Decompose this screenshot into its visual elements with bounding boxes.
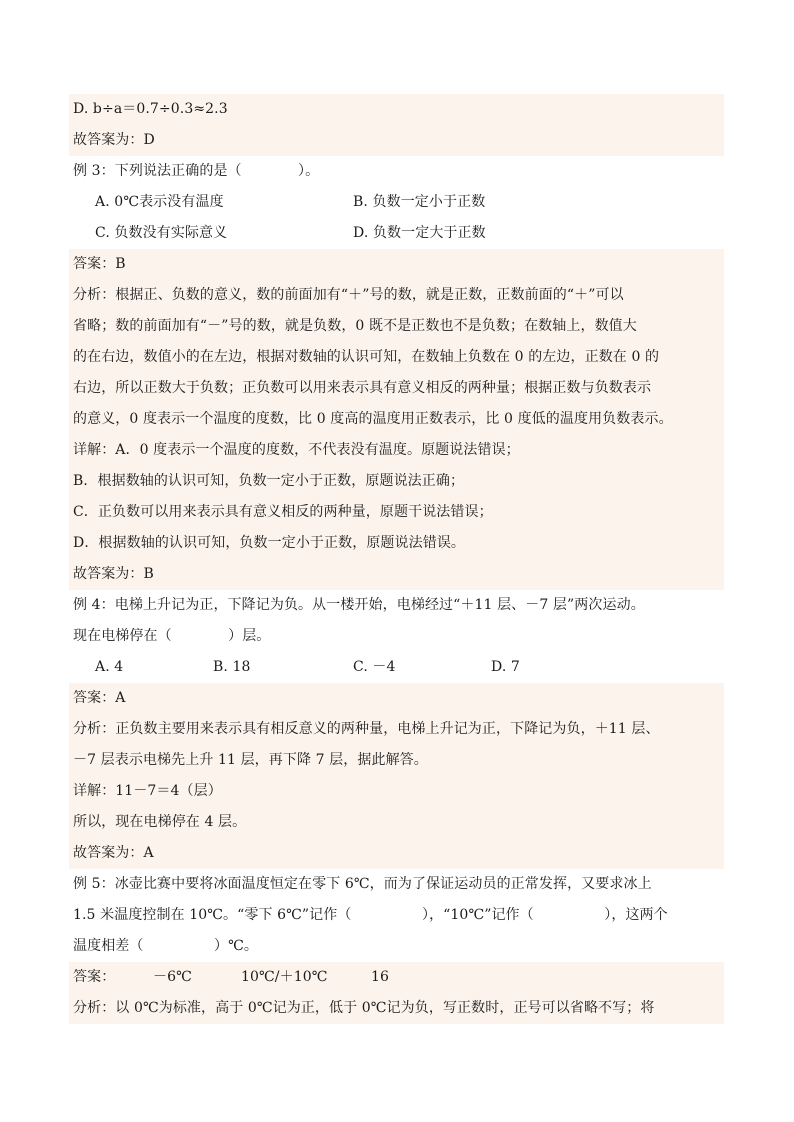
line-segment: B. 18: [213, 659, 251, 675]
text-line: D．根据数轴的认识可知，负数一定小于正数，原题说法错误。: [69, 528, 724, 559]
text-line: C．正负数可以用来表示具有意义相反的两种量，原题干说法错误；: [69, 497, 724, 528]
text-line: [69, 187, 724, 218]
line-segment: 答案：: [73, 969, 116, 985]
document-content: [69, 94, 724, 1024]
text-line: [69, 218, 724, 249]
line-segment: C. －4: [353, 659, 396, 675]
text-line: 例 5：冰壶比赛中要将冰面温度恒定在零下 6℃，而为了保证运动员的正常发挥，又要求冰上: [69, 869, 724, 900]
line-segment: A. 0℃表示没有温度: [95, 194, 224, 210]
text-line: 温度相差（ ）℃。: [69, 931, 724, 962]
text-line: 右边，所以正数大于负数；正负数可以用来表示具有意义相反的两种量；根据正数与负数表示: [69, 373, 724, 404]
line-segment: 10℃/＋10℃: [241, 969, 328, 985]
text-line: 现在电梯停在（ ）层。: [69, 621, 724, 652]
text-line: [69, 652, 724, 683]
text-line: 故答案为：B: [69, 559, 724, 590]
line-segment: C. 负数没有实际意义: [95, 225, 228, 241]
text-line: 省略；数的前面加有“－”号的数，就是负数，0 既不是正数也不是负数；在数轴上，数值大: [69, 311, 724, 342]
text-line: －7 层表示电梯先上升 11 层，再下降 7 层，据此解答。: [69, 745, 724, 776]
line-segment: 16: [371, 969, 390, 985]
text-line: 答案：B: [69, 249, 724, 280]
text-line: 详解：11－7＝4（层）: [69, 776, 724, 807]
text-line: 例 3：下列说法正确的是（ ）。: [69, 156, 724, 187]
text-line: 分析：以 0℃为标准，高于 0℃记为正，低于 0℃记为负，写正数时，正号可以省略不写；将: [69, 993, 724, 1024]
text-line: D. b÷a＝0.7÷0.3≈2.3: [69, 94, 724, 125]
line-segment: －6℃: [153, 969, 192, 985]
line-segment: D. 7: [491, 659, 520, 675]
text-line: 故答案为：D: [69, 125, 724, 156]
text-line: B．根据数轴的认识可知，负数一定小于正数，原题说法正确；: [69, 466, 724, 497]
text-line: 的意义，0 度表示一个温度的度数，比 0 度高的温度用正数表示，比 0 度低的温度用负数表示。: [69, 404, 724, 435]
text-line: 分析：正负数主要用来表示具有相反意义的两种量，电梯上升记为正，下降记为负，＋11 层、: [69, 714, 724, 745]
line-segment: B. 负数一定小于正数: [353, 194, 486, 210]
text-line: 答案：A: [69, 683, 724, 714]
line-segment: A. 4: [95, 659, 124, 675]
text-line: [69, 962, 724, 993]
text-line: 所以，现在电梯停在 4 层。: [69, 807, 724, 838]
text-line: 的在右边，数值小的在左边，根据对数轴的认识可知，在数轴上负数在 0 的左边，正数在 0 的: [69, 342, 724, 373]
text-line: 故答案为：A: [69, 838, 724, 869]
text-line: 分析：根据正、负数的意义，数的前面加有“＋”号的数，就是正数，正数前面的“＋”可以: [69, 280, 724, 311]
text-line: 1.5 米温度控制在 10℃。“零下 6℃”记作（ ），“10℃”记作（ ），这两个: [69, 900, 724, 931]
line-segment: D. 负数一定大于正数: [353, 225, 486, 241]
text-line: 详解：A．0 度表示一个温度的度数，不代表没有温度。原题说法错误；: [69, 435, 724, 466]
text-line: 例 4：电梯上升记为正，下降记为负。从一楼开始，电梯经过“＋11 层、－7 层”两次运动。: [69, 590, 724, 621]
